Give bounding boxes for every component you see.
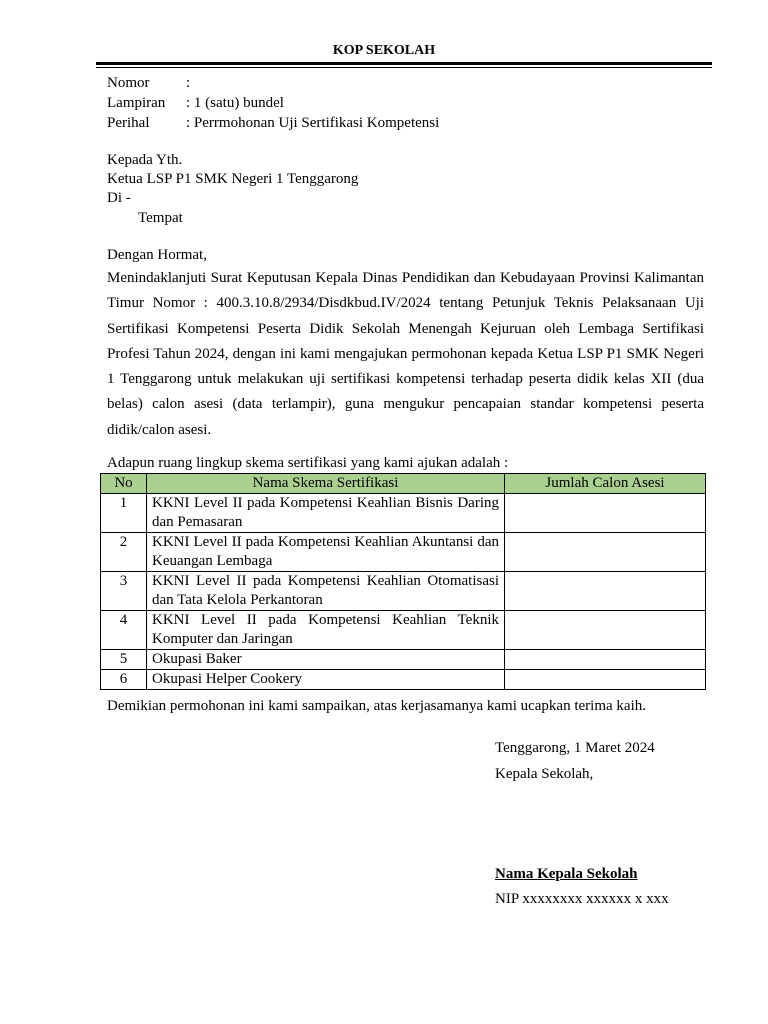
candidate-count xyxy=(505,670,706,690)
recipient-di: Di - xyxy=(107,190,131,206)
letterhead-title: KOP SEKOLAH xyxy=(332,43,436,58)
scheme-name: KKNI Level II pada Kompetensi Keahlian Otomatisasi dan Tata Kelola Perkantoran xyxy=(147,572,505,611)
candidate-count xyxy=(505,572,706,611)
candidate-count xyxy=(505,533,706,572)
table-row xyxy=(101,494,706,533)
signature-nip: NIP xxxxxxxx xxxxxx x xxx xyxy=(495,891,669,907)
meta-value: : 1 (satu) bundel xyxy=(186,95,284,111)
signature-position: Kepala Sekolah, xyxy=(495,766,594,782)
body-paragraph: Menindaklanjuti Surat Keputusan Kepala Dinas Pendidikan dan Kebudayaan Provinsi Kalimantan Timur Nomor : 400.3.10.8/2934/Disdkbud.IV/2024 tentang Petunjuk Teknis Pelaksanaan Uji Sertifikasi Kompetensi Peserta Didik Sekolah Menengah Kejuruan oleh Lembaga Sertifikasi Profesi Tahun 2024, dengan ini kami mengajukan permohonan kepada Ketua LSP P1 SMK Negeri 1 Tenggarong untuk melakukan uji sertifikasi kompetensi terhadap peserta didik kelas XII (dua belas) calon asesi (data terlampir), guna mengukur pencapaian standar kompetensi peserta didik/calon asesi. xyxy=(107,270,704,438)
meta-label: Perihal xyxy=(107,115,150,131)
row-number: 4 xyxy=(101,611,147,650)
meta-value: : xyxy=(186,75,191,91)
candidate-count xyxy=(505,650,706,670)
column-header-scheme: Nama Skema Sertifikasi xyxy=(147,474,505,494)
row-number: 5 xyxy=(101,650,147,670)
signature-name: Nama Kepala Sekolah xyxy=(495,866,638,882)
row-number: 3 xyxy=(101,572,147,611)
table-header-row xyxy=(101,474,706,494)
candidate-count xyxy=(505,611,706,650)
row-number: 1 xyxy=(101,494,147,533)
scheme-name: KKNI Level II pada Kompetensi Keahlian Bisnis Daring dan Pemasaran xyxy=(147,494,505,533)
table-row xyxy=(101,670,706,690)
row-number: 6 xyxy=(101,670,147,690)
scheme-name: KKNI Level II pada Kompetensi Keahlian Akuntansi dan Keuangan Lembaga xyxy=(147,533,505,572)
column-header-count: Jumlah Calon Asesi xyxy=(505,474,706,494)
table-row xyxy=(101,572,706,611)
table-row xyxy=(101,611,706,650)
recipient-salutation: Kepada Yth. xyxy=(107,152,183,168)
meta-label: Lampiran xyxy=(107,95,166,111)
letter-meta xyxy=(107,73,439,133)
scope-intro: Adapun ruang lingkup skema sertifikasi yang kami ajukan adalah : xyxy=(107,455,509,471)
recipient-name: Ketua LSP P1 SMK Negeri 1 Tenggarong xyxy=(107,171,359,187)
row-number: 2 xyxy=(101,533,147,572)
meta-value: : Perrmohonan Uji Sertifikasi Kompetensi xyxy=(186,115,440,131)
scheme-name: KKNI Level II pada Kompetensi Keahlian Teknik Komputer dan Jaringan xyxy=(147,611,505,650)
letterhead-divider-thick xyxy=(96,62,712,65)
meta-label: Nomor xyxy=(107,75,150,91)
meta-row-nomor xyxy=(107,73,439,93)
recipient-place: Tempat xyxy=(138,210,183,226)
certification-scheme-table xyxy=(100,473,706,690)
letterhead-divider-thin xyxy=(96,67,712,68)
table-row xyxy=(101,533,706,572)
greeting: Dengan Hormat, xyxy=(107,247,207,263)
meta-row-perihal xyxy=(107,113,439,133)
meta-row-lampiran xyxy=(107,93,439,113)
scheme-name: Okupasi Baker xyxy=(147,650,505,670)
signature-place-date: Tenggarong, 1 Maret 2024 xyxy=(495,740,655,756)
column-header-no: No xyxy=(101,474,147,494)
scheme-name: Okupasi Helper Cookery xyxy=(147,670,505,690)
candidate-count xyxy=(505,494,706,533)
closing-sentence: Demikian permohonan ini kami sampaikan, atas kerjasamanya kami ucapkan terima kaih. xyxy=(107,698,646,714)
table-row xyxy=(101,650,706,670)
